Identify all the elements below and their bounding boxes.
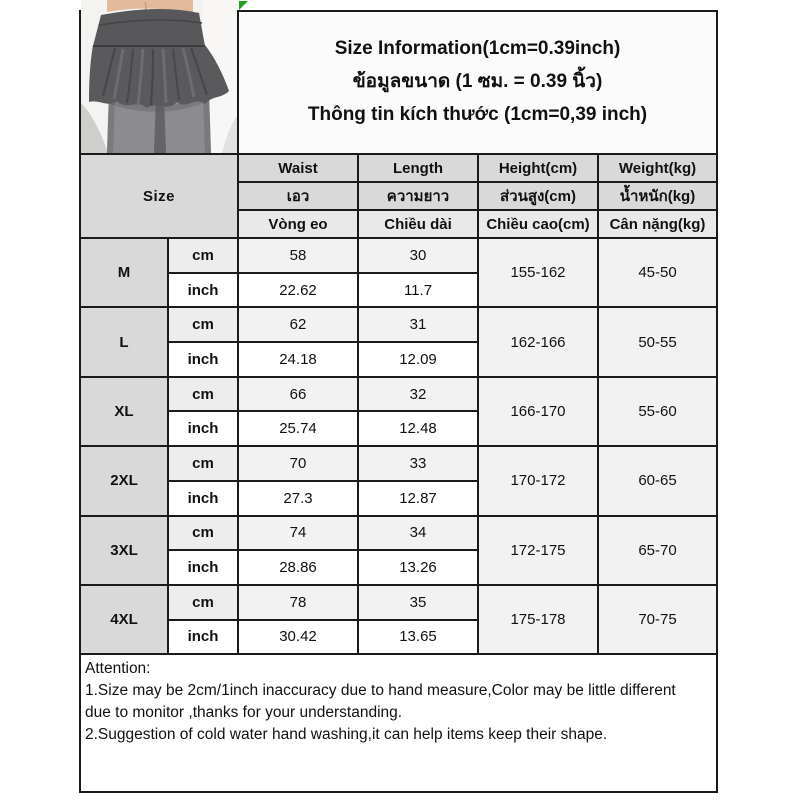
length-cm-cell: 30 bbox=[358, 238, 478, 273]
size-cell: L bbox=[80, 307, 168, 376]
height-cell: 175-178 bbox=[478, 585, 598, 654]
col-header-height-vi: Chiều cao(cm) bbox=[478, 210, 598, 238]
title-cell bbox=[238, 11, 717, 154]
weight-cell: 50-55 bbox=[598, 307, 717, 376]
col-header-length-en: Length bbox=[358, 154, 478, 182]
attention-cell bbox=[80, 654, 717, 792]
height-cell: 172-175 bbox=[478, 516, 598, 585]
unit-cell-cm: cm bbox=[168, 516, 238, 551]
size-header-label: Size bbox=[80, 154, 238, 238]
attention-line: 1.Size may be 2cm/1inch inaccuracy due to hand measure,Color may be little different bbox=[85, 682, 676, 700]
waist-cm-cell: 58 bbox=[238, 238, 358, 273]
table-row bbox=[80, 377, 717, 412]
size-cell: XL bbox=[80, 377, 168, 446]
unit-cell-inch: inch bbox=[168, 411, 238, 446]
waist-inch-cell: 27.3 bbox=[238, 481, 358, 516]
col-header-height-th: ส่วนสูง(cm) bbox=[478, 182, 598, 210]
size-cell: 4XL bbox=[80, 585, 168, 654]
unit-cell-inch: inch bbox=[168, 620, 238, 655]
length-inch-cell: 12.48 bbox=[358, 411, 478, 446]
unit-cell-cm: cm bbox=[168, 446, 238, 481]
length-inch-cell: 13.26 bbox=[358, 550, 478, 585]
unit-cell-inch: inch bbox=[168, 342, 238, 377]
weight-cell: 45-50 bbox=[598, 238, 717, 307]
col-header-height-en: Height(cm) bbox=[478, 154, 598, 182]
size-cell: 2XL bbox=[80, 446, 168, 515]
unit-cell-cm: cm bbox=[168, 307, 238, 342]
waist-inch-cell: 22.62 bbox=[238, 273, 358, 308]
waist-inch-cell: 24.18 bbox=[238, 342, 358, 377]
attention-line: due to monitor ,thanks for your understanding. bbox=[85, 704, 403, 722]
weight-cell: 55-60 bbox=[598, 377, 717, 446]
weight-cell: 60-65 bbox=[598, 446, 717, 515]
unit-cell-inch: inch bbox=[168, 550, 238, 585]
table-row bbox=[80, 446, 717, 481]
weight-cell: 70-75 bbox=[598, 585, 717, 654]
waist-inch-cell: 28.86 bbox=[238, 550, 358, 585]
waist-inch-cell: 30.42 bbox=[238, 620, 358, 655]
length-cm-cell: 31 bbox=[358, 307, 478, 342]
unit-cell-cm: cm bbox=[168, 238, 238, 273]
length-inch-cell: 12.09 bbox=[358, 342, 478, 377]
product-photo bbox=[81, 0, 237, 153]
col-header-waist-en: Waist bbox=[238, 154, 358, 182]
waist-cm-cell: 62 bbox=[238, 307, 358, 342]
skirt-leggings-image bbox=[81, 0, 237, 153]
waist-cm-cell: 70 bbox=[238, 446, 358, 481]
col-header-weight-vi: Cân nặng(kg) bbox=[598, 210, 717, 238]
length-cm-cell: 33 bbox=[358, 446, 478, 481]
attention-heading: Attention: bbox=[85, 660, 151, 678]
col-header-weight-th: น้ำหนัก(kg) bbox=[598, 182, 717, 210]
green-triangle-icon bbox=[239, 1, 248, 10]
waist-cm-cell: 78 bbox=[238, 585, 358, 620]
col-header-waist-vi: Vòng eo bbox=[238, 210, 358, 238]
size-cell: 3XL bbox=[80, 516, 168, 585]
waist-inch-cell: 25.74 bbox=[238, 411, 358, 446]
title-english: Size Information(1cm=0.39inch) bbox=[334, 38, 621, 60]
height-cell: 166-170 bbox=[478, 377, 598, 446]
length-cm-cell: 32 bbox=[358, 377, 478, 412]
table-row bbox=[80, 307, 717, 342]
length-inch-cell: 13.65 bbox=[358, 620, 478, 655]
title-vietnamese: Thông tin kích thước (1cm=0,39 inch) bbox=[307, 103, 648, 125]
title-thai: ข้อมูลขนาด (1 ซม. = 0.39 นิ้ว) bbox=[352, 71, 603, 93]
length-cm-cell: 35 bbox=[358, 585, 478, 620]
size-cell: M bbox=[80, 238, 168, 307]
unit-cell-inch: inch bbox=[168, 273, 238, 308]
height-cell: 170-172 bbox=[478, 446, 598, 515]
length-inch-cell: 11.7 bbox=[358, 273, 478, 308]
length-inch-cell: 12.87 bbox=[358, 481, 478, 516]
unit-cell-inch: inch bbox=[168, 481, 238, 516]
attention-line: 2.Suggestion of cold water hand washing,it can help items keep their shape. bbox=[85, 726, 608, 744]
col-header-length-vi: Chiều dài bbox=[358, 210, 478, 238]
unit-cell-cm: cm bbox=[168, 585, 238, 620]
length-cm-cell: 34 bbox=[358, 516, 478, 551]
table-row bbox=[80, 585, 717, 620]
waist-cm-cell: 66 bbox=[238, 377, 358, 412]
height-cell: 155-162 bbox=[478, 238, 598, 307]
height-cell: 162-166 bbox=[478, 307, 598, 376]
col-header-waist-th: เอว bbox=[238, 182, 358, 210]
weight-cell: 65-70 bbox=[598, 516, 717, 585]
title-block bbox=[239, 38, 716, 126]
col-header-length-th: ความยาว bbox=[358, 182, 478, 210]
table-row bbox=[80, 516, 717, 551]
table-row bbox=[80, 238, 717, 273]
col-header-weight-en: Weight(kg) bbox=[598, 154, 717, 182]
waist-cm-cell: 74 bbox=[238, 516, 358, 551]
unit-cell-cm: cm bbox=[168, 377, 238, 412]
